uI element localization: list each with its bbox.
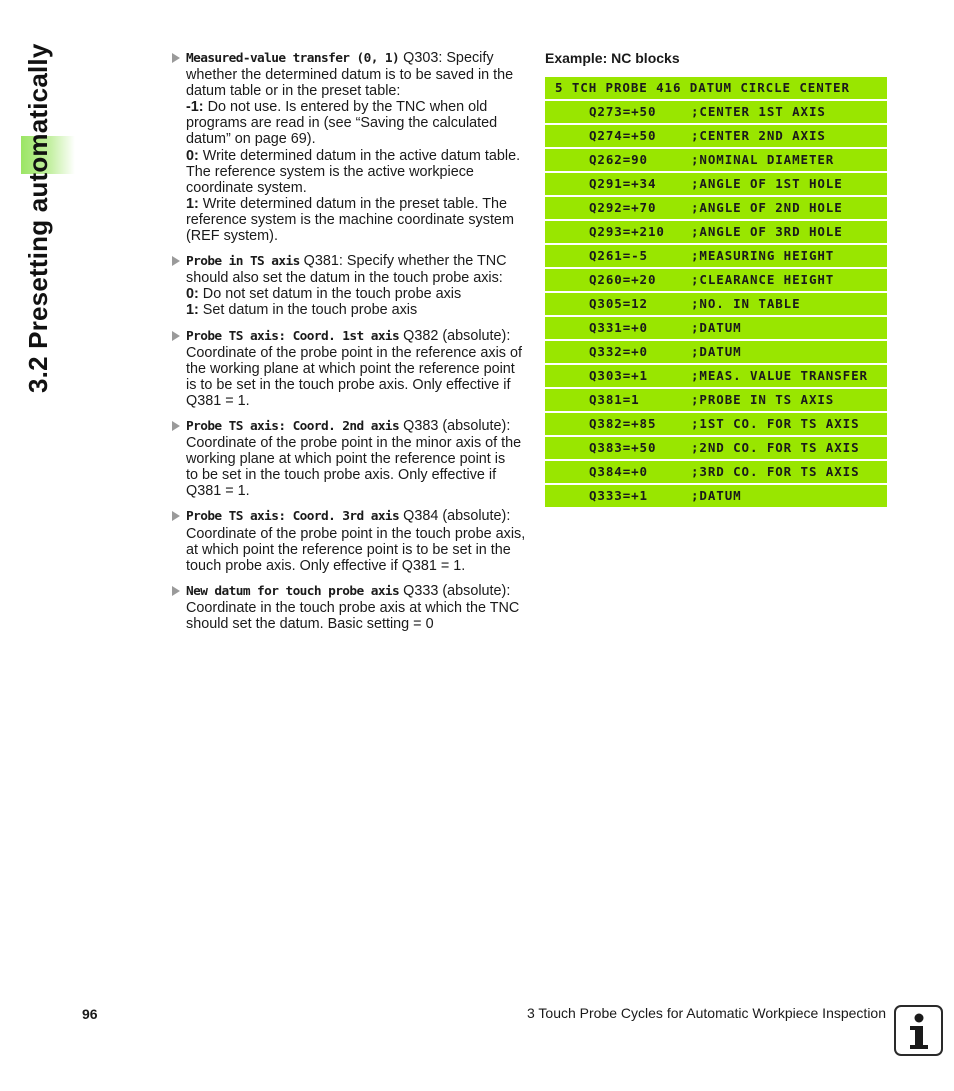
nc-block-comment: ;1ST CO. FOR TS AXIS (691, 416, 860, 431)
nc-block-row (545, 101, 887, 123)
option-text: Do not set datum in the touch probe axis (198, 286, 462, 303)
option-line (186, 99, 528, 115)
nc-block-comment: ;MEASURING HEIGHT (691, 248, 835, 263)
nc-block-code: Q260=+20 (589, 272, 657, 287)
footer-chapter-text: 3 Touch Probe Cycles for Automatic Workpiece Inspection (527, 1005, 886, 1021)
option-line (186, 180, 528, 196)
parameter-name: New datum for touch probe axis (186, 583, 400, 599)
triangle-arrow-icon (172, 586, 180, 596)
parameter-name: Probe in TS axis (186, 254, 300, 270)
nc-block-row (545, 485, 887, 507)
chapter-title-text: 3.2 Presetting automatically (23, 43, 53, 393)
nc-block-row (545, 245, 887, 267)
parameter-item (172, 50, 528, 244)
nc-block-code: Q332=+0 (589, 344, 648, 359)
parameter-description-line: is to be set in the touch probe axis. Only effective if (186, 376, 511, 393)
nc-block-comment: ;NOMINAL DIAMETER (691, 152, 835, 167)
parameter-description-line: Q381 = 1. (186, 483, 250, 500)
nc-block-comment: ;DATUM (691, 488, 742, 503)
nc-block-comment: ;PROBE IN TS AXIS (691, 392, 835, 407)
parameter-qnumber: Q333 (absolute): (399, 582, 511, 599)
nc-block-code: Q382=+85 (589, 416, 657, 431)
option-text: Write determined datum in the active datum table. (198, 147, 521, 164)
option-text: Set datum in the touch probe axis (198, 302, 418, 319)
triangle-arrow-icon (172, 331, 180, 341)
parameter-qnumber: Q384 (absolute): (399, 508, 511, 525)
option-line (186, 228, 528, 244)
nc-block-comment: ;ANGLE OF 2ND HOLE (691, 200, 843, 215)
nc-block-code: Q305=12 (589, 296, 648, 311)
option-key: 1: (186, 302, 199, 319)
parameter-name: Probe TS axis: Coord. 1st axis (186, 328, 400, 344)
parameter-name: Measured-value transfer (0, 1) (186, 51, 400, 66)
chapter-side-title (21, 40, 69, 420)
nc-block-comment: ;MEAS. VALUE TRANSFER (691, 368, 868, 383)
option-line (186, 148, 528, 164)
parameter-description-line: touch probe axis. Only effective if Q381 = 1. (186, 557, 466, 574)
parameter-item (172, 583, 528, 632)
parameter-name: Probe TS axis: Coord. 3rd axis (186, 509, 400, 525)
nc-block-code: Q333=+1 (589, 488, 648, 503)
nc-block-comment: ;CENTER 1ST AXIS (691, 104, 826, 119)
nc-block-code: Q291=+34 (589, 176, 657, 191)
nc-block-row (545, 77, 887, 99)
nc-block-row (545, 389, 887, 411)
nc-block-row (545, 413, 887, 435)
nc-block-comment: ;ANGLE OF 3RD HOLE (691, 224, 843, 239)
option-text: Write determined datum in the preset table. The (198, 195, 508, 212)
page-number: 96 (82, 1006, 98, 1022)
parameter-description-line: Q381 = 1. (186, 392, 250, 409)
nc-block-comment: ;DATUM (691, 344, 742, 359)
option-line (186, 115, 528, 131)
parameter-item (172, 328, 528, 409)
option-line (186, 196, 528, 212)
nc-block-row (545, 173, 887, 195)
parameter-description-line: working plane at which point the reference point is (186, 451, 506, 468)
nc-block-code: Q262=90 (589, 152, 648, 167)
option-line (186, 286, 528, 302)
info-icon (894, 1005, 943, 1056)
parameter-item (172, 418, 528, 499)
parameter-list (172, 50, 528, 641)
parameter-description-line: should set the datum. Basic setting = 0 (186, 616, 434, 632)
option-text: Do not use. Is entered by the TNC when old (203, 99, 488, 116)
nc-block-comment: ;NO. IN TABLE (691, 296, 801, 311)
parameter-item (172, 508, 528, 573)
parameter-description-line: at which point the reference point is to be set in the (186, 541, 511, 558)
nc-block-comment: ;CENTER 2ND AXIS (691, 128, 826, 143)
parameter-description-line: the working plane at which point the reference point (186, 360, 515, 377)
parameter-qnumber: Q303: Specify (399, 50, 494, 66)
nc-block-row (545, 269, 887, 291)
option-key: 0: (186, 147, 199, 164)
option-text: (REF system). (186, 228, 278, 245)
nc-block-code: Q384=+0 (589, 464, 648, 479)
option-text: coordinate system. (186, 179, 307, 196)
option-key: 1: (186, 195, 199, 212)
nc-block-row (545, 221, 887, 243)
nc-block-row (545, 437, 887, 459)
nc-block-row (545, 125, 887, 147)
parameter-description-line: whether the determined datum is to be saved in the (186, 67, 514, 84)
option-line (186, 131, 528, 147)
nc-block-code: Q383=+50 (589, 440, 657, 455)
parameter-description-line: should also set the datum in the touch probe axis: (186, 270, 503, 287)
parameter-description-line: to be set in the touch probe axis. Only effective if (186, 467, 497, 484)
option-line (186, 212, 528, 228)
parameter-description-line: Coordinate of the probe point in the touch probe axis, (186, 525, 526, 542)
example-heading: Example: NC blocks (545, 50, 680, 66)
parameter-item (172, 253, 528, 318)
nc-block-code: Q261=-5 (589, 248, 648, 263)
nc-block-comment: ;ANGLE OF 1ST HOLE (691, 176, 843, 191)
option-text: datum” on page 69). (186, 131, 316, 148)
nc-block-comment: ;3RD CO. FOR TS AXIS (691, 464, 860, 479)
nc-block-comment: ;CLEARANCE HEIGHT (691, 272, 835, 287)
nc-block-code: Q293=+210 (589, 224, 665, 239)
parameter-description-line: Coordinate of the probe point in the minor axis of the (186, 435, 522, 452)
parameter-description-line: Coordinate of the probe point in the reference axis of (186, 344, 522, 361)
parameter-description-line: datum table or in the preset table: (186, 83, 401, 100)
nc-block-row (545, 341, 887, 363)
nc-block-comment: ;DATUM (691, 320, 742, 335)
option-line (186, 302, 528, 318)
option-line (186, 164, 528, 180)
parameter-qnumber: Q383 (absolute): (399, 417, 511, 434)
parameter-qnumber: Q381: Specify whether the TNC (299, 253, 507, 270)
triangle-arrow-icon (172, 511, 180, 521)
nc-block-code: Q331=+0 (589, 320, 648, 335)
nc-block-code: Q274=+50 (589, 128, 657, 143)
triangle-arrow-icon (172, 421, 180, 431)
nc-block-row (545, 317, 887, 339)
nc-block-code: 5 TCH PROBE 416 DATUM CIRCLE CENTER (555, 80, 850, 95)
parameter-description-line: Coordinate in the touch probe axis at which the TNC (186, 599, 520, 616)
parameter-name: Probe TS axis: Coord. 2nd axis (186, 418, 400, 434)
option-text: reference system is the machine coordinate system (186, 211, 514, 228)
triangle-arrow-icon (172, 53, 180, 63)
nc-block-code: Q303=+1 (589, 368, 648, 383)
triangle-arrow-icon (172, 256, 180, 266)
nc-block-code: Q381=1 (589, 392, 640, 407)
option-key: 0: (186, 286, 199, 303)
nc-block-row (545, 293, 887, 315)
nc-block-comment: ;2ND CO. FOR TS AXIS (691, 440, 860, 455)
option-key: -1: (186, 99, 204, 116)
nc-block-code: Q273=+50 (589, 104, 657, 119)
parameter-qnumber: Q382 (absolute): (399, 327, 511, 344)
nc-block-code: Q292=+70 (589, 200, 657, 215)
nc-block-row (545, 461, 887, 483)
nc-block-list (545, 77, 887, 509)
nc-block-row (545, 365, 887, 387)
nc-block-row (545, 197, 887, 219)
option-text: programs are read in (see “Saving the calculated (186, 115, 498, 132)
option-text: The reference system is the active workpiece (186, 163, 474, 180)
nc-block-row (545, 149, 887, 171)
